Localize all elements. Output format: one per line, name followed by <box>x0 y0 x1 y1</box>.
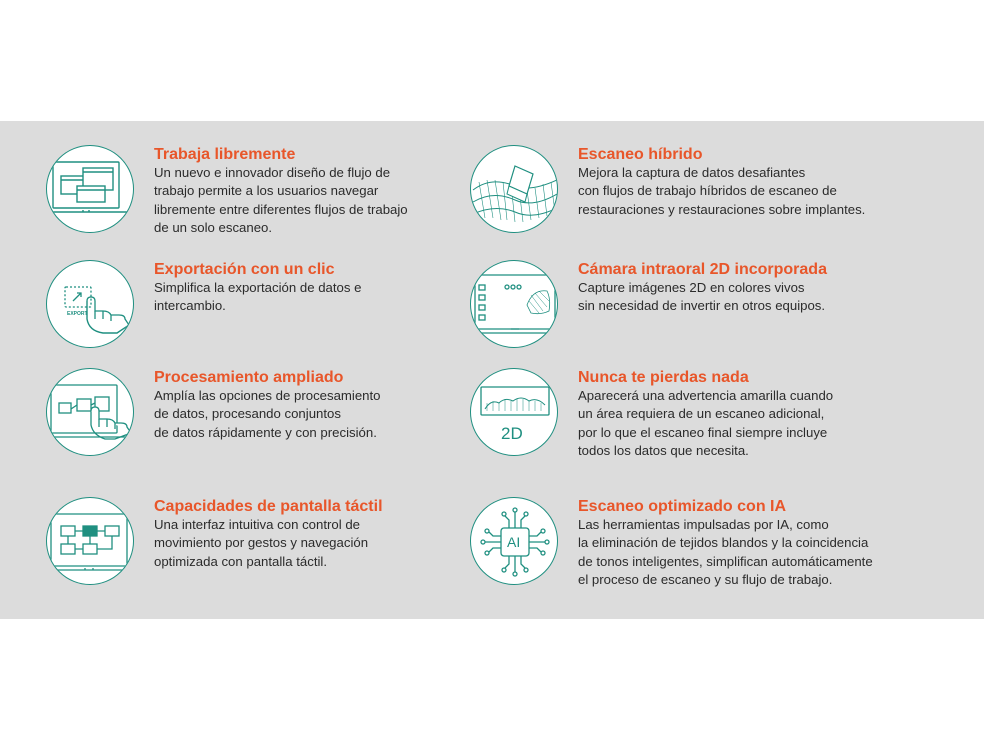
feature-title: Exportación con un clic <box>154 261 335 278</box>
feature-body: Capture imágenes 2D en colores vivos sin necesidad de invertir en otros equipos. <box>578 280 826 314</box>
feature-title: Escaneo optimizado con IA <box>578 498 787 515</box>
feature-body: Mejora la captura de datos desafiantes con flujos de trabajo híbridos de escaneo de restauraciones y restauraciones sobre implantes. <box>578 165 866 217</box>
feature-body: Un nuevo e innovador diseño de flujo de trabajo permite a los usuarios navegar libremente entre diferentes flujos de trabajo de un solo escaneo. <box>154 165 408 236</box>
feature-title: Escaneo híbrido <box>578 146 703 163</box>
feature-title: Trabaja libremente <box>154 146 296 163</box>
laptop-touchscreen-flow-icon <box>46 497 134 585</box>
feature-body: Una interfaz intuitiva con control de movimiento por gestos y navegación optimizada con pantalla táctil. <box>154 517 369 569</box>
laptop-touch-processing-icon <box>46 368 134 456</box>
ai-label: AI <box>507 534 521 550</box>
feature-body: Simplifica la exportación de datos e intercambio. <box>154 280 362 314</box>
ai-chip-icon <box>470 497 558 585</box>
feature-title: Nunca te pierdas nada <box>578 369 749 386</box>
dental-arch-2d-icon <box>470 368 558 456</box>
intraoral-camera-screen-icon <box>470 260 558 348</box>
2d-label: 2D <box>501 424 523 443</box>
feature-title: Capacidades de pantalla táctil <box>154 498 383 515</box>
laptop-windows-icon <box>46 145 134 233</box>
hybrid-scan-mesh-icon <box>470 145 558 233</box>
export-click-icon <box>46 260 134 348</box>
feature-body: Las herramientas impulsadas por IA, como la eliminación de tejidos blandos y la coincidencia de tonos inteligentes, simplifican automáticamente el proceso de escaneo y su flujo de trabajo. <box>578 517 873 588</box>
export-label: EXPORT <box>67 311 88 317</box>
feature-body: Amplía las opciones de procesamiento de datos, procesando conjuntos de datos rápidamente y con precisión. <box>154 388 381 440</box>
feature-body: Aparecerá una advertencia amarilla cuando un área requiera de un escaneo adicional, por lo que el escaneo final siempre incluye todos los datos que necesita. <box>578 388 834 459</box>
feature-title: Cámara intraoral 2D incorporada <box>578 261 827 278</box>
feature-title: Procesamiento ampliado <box>154 369 344 386</box>
